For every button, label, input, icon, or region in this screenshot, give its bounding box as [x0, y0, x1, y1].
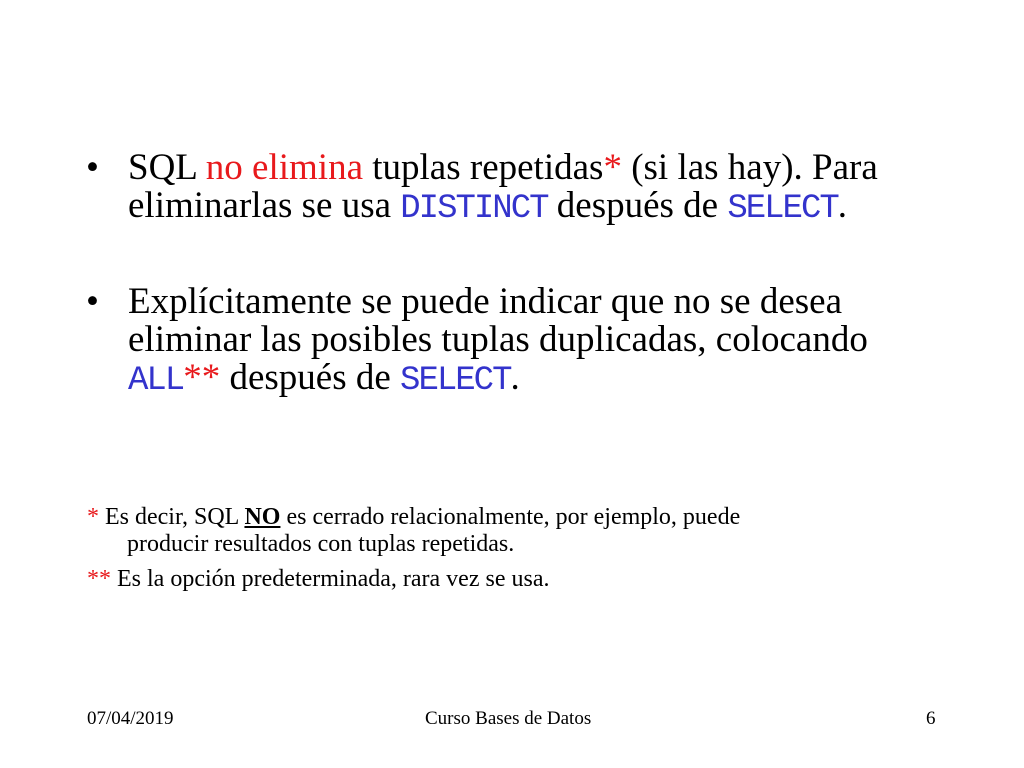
highlight-no-elimina: no elimina — [205, 147, 363, 188]
footnote-1 — [87, 504, 967, 558]
text-run: Explícitamente se puede indicar que no se desea eliminar las posibles tuplas duplicadas, colocando — [128, 281, 868, 360]
text-run: tuplas repetidas — [363, 147, 604, 188]
text-run: (si las hay). Para eliminarlas se usa — [128, 147, 878, 226]
footnote-ref-star: * — [603, 147, 622, 188]
footnote-star: ** — [87, 566, 111, 592]
bullet-marker: • — [86, 147, 99, 188]
footnote-ref-double-star: ** — [183, 357, 221, 398]
bullet-text — [128, 149, 966, 228]
text-run: después de — [220, 357, 401, 398]
text-run: después de — [547, 185, 728, 226]
bullet-marker: • — [86, 281, 99, 322]
code-all: ALL — [128, 362, 184, 400]
footnote-text: es cerrado relacionalmente, por ejemplo, puede — [280, 504, 741, 530]
text-run: . — [837, 185, 848, 226]
footer-date: 07/04/2019 — [87, 708, 174, 729]
code-select: SELECT — [400, 362, 511, 400]
footer-course: Curso Bases de Datos — [425, 708, 592, 729]
footer-page-number: 6 — [926, 708, 936, 729]
code-select: SELECT — [727, 190, 838, 228]
bullet-text — [128, 283, 966, 400]
text-run: SQL — [128, 147, 206, 188]
footnote-2 — [87, 566, 967, 593]
code-distinct: DISTINCT — [400, 190, 548, 228]
text-run: . — [510, 357, 520, 398]
footnote-text: Es la opción predeterminada, rara vez se usa. — [111, 566, 550, 592]
footnote-star: * — [87, 504, 99, 530]
bullet-distinct — [86, 149, 966, 228]
footnote-text-continued: producir resultados con tuplas repetidas. — [127, 531, 515, 557]
bullet-all — [86, 283, 966, 400]
emphasis-no: NO — [244, 504, 281, 530]
footnote-text: Es decir, SQL — [99, 504, 245, 530]
